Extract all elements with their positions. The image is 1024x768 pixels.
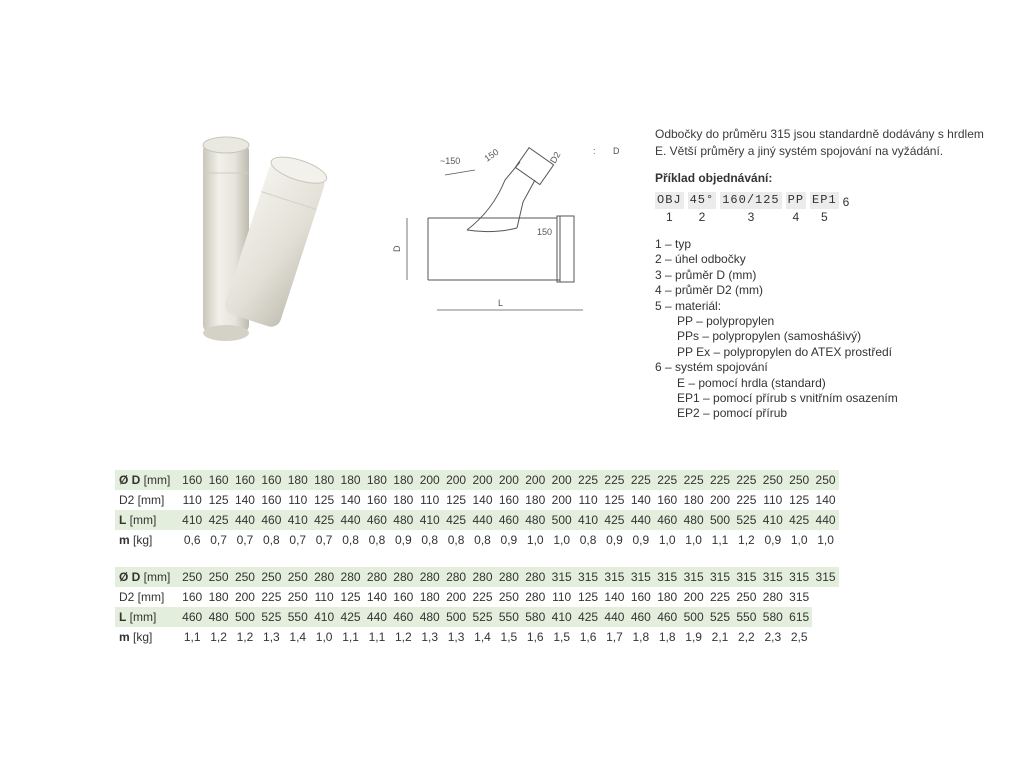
table-cell: 110 [578, 493, 598, 507]
row-label-symbol: Ø D [119, 570, 141, 584]
table-cell: 0,7 [210, 533, 227, 547]
table-cell: 200 [417, 470, 443, 490]
table-cell: 580 [522, 607, 548, 627]
table-cell: 1,0 [685, 533, 702, 547]
table-cell: 410 [417, 510, 443, 530]
row-label-unit: [kg] [129, 533, 153, 547]
table-cell: 460 [179, 607, 205, 627]
table-cell: 0,8 [474, 533, 491, 547]
table-cell: 460 [628, 607, 654, 627]
order-code-value [843, 192, 850, 194]
table-cell: 160 [182, 590, 203, 604]
legend-item: PP – polypropylen [677, 314, 775, 329]
table-cell: 180 [393, 493, 414, 507]
table-cell: 480 [680, 510, 706, 530]
order-code-index: 1 [665, 210, 673, 224]
order-code-value: PP [787, 193, 805, 207]
table-cell: 200 [551, 493, 572, 507]
order-code-index: 3 [747, 210, 755, 224]
row-label [115, 530, 179, 550]
order-code-part [655, 192, 684, 225]
table-cell: 0,9 [394, 533, 412, 547]
legend-item: PPs – polypropylen (samoshášivý) [677, 329, 862, 344]
table-cell: 2,2 [738, 630, 755, 644]
table-cell: 315 [654, 567, 680, 587]
table-cell: 250 [760, 470, 786, 490]
dim-d2-separator: : [593, 146, 596, 156]
table-cell: 1,9 [685, 630, 702, 644]
order-code-part [688, 192, 717, 225]
order-code-index: 5 [821, 210, 828, 224]
table-cell: 225 [654, 470, 680, 490]
table-cell: 500 [443, 607, 469, 627]
table-cell: 225 [736, 493, 757, 507]
table-cell: 0,8 [342, 533, 359, 547]
table-cell: 0,8 [579, 533, 597, 547]
table-cell: 0,8 [368, 533, 386, 547]
table-cell: 280 [417, 567, 443, 587]
table-cell: 315 [575, 567, 601, 587]
table-cell: 125 [789, 493, 810, 507]
order-code-index: 4 [792, 210, 800, 224]
order-code-value: 45° [689, 193, 715, 207]
table-cell: 250 [205, 567, 231, 587]
table-cell: 125 [604, 493, 625, 507]
table-cell: 460 [654, 607, 680, 627]
table-cell: 280 [469, 567, 495, 587]
order-code-index: 2 [698, 210, 706, 224]
table-cell: 280 [762, 590, 783, 604]
dimension-table-1 [115, 470, 839, 550]
table-row [115, 470, 839, 490]
table-cell: 140 [340, 493, 361, 507]
table-cell: 1,3 [421, 630, 439, 644]
table-cell: 315 [601, 567, 627, 587]
table-cell: 1,2 [210, 630, 227, 644]
table-cell: 1,4 [289, 630, 307, 644]
table-cell: 0,9 [606, 533, 623, 547]
row-label-unit: [mm] [126, 610, 157, 624]
table-cell: 250 [258, 567, 284, 587]
table-cell: 425 [443, 510, 469, 530]
legend-item: PP Ex – polypropylen do ATEX prostředí [677, 344, 893, 359]
order-code-part [786, 192, 806, 225]
table-cell: 250 [812, 470, 838, 490]
table-cell: 425 [311, 510, 337, 530]
legend-item: 2 – úhel odbočky [655, 252, 746, 267]
table-cell: 180 [419, 590, 440, 604]
table-cell: 160 [498, 493, 519, 507]
table-cell: 460 [654, 510, 680, 530]
table-cell: 200 [496, 470, 522, 490]
table-cell: 250 [287, 590, 308, 604]
table-cell: 200 [548, 470, 574, 490]
table-cell: 200 [683, 590, 704, 604]
dim-150-right: 150 [537, 227, 553, 237]
table-cell: 1,0 [790, 533, 808, 547]
row-label-unit: [mm] [140, 570, 171, 584]
table-cell: 225 [709, 590, 731, 604]
row-label [115, 627, 179, 647]
table-cell: 250 [786, 470, 812, 490]
table-cell: 460 [364, 510, 390, 530]
row-label-unit: D2 [mm] [119, 493, 165, 507]
table-cell: 440 [469, 510, 495, 530]
table-cell: 160 [657, 493, 678, 507]
table-cell: 280 [496, 567, 522, 587]
table-cell: 525 [707, 607, 733, 627]
table-cell: 0,7 [289, 533, 307, 547]
row-label-symbol: m [119, 630, 130, 644]
legend-item: 4 – průměr D2 (mm) [655, 283, 764, 298]
row-label [115, 567, 179, 587]
row-label-symbol: L [119, 610, 127, 624]
row-label-unit: [mm] [126, 513, 157, 527]
order-code-value: 160/125 [722, 193, 780, 207]
table-cell: 440 [628, 510, 654, 530]
table-cell: 0,8 [421, 533, 439, 547]
table-cell: 160 [179, 470, 205, 490]
row-label [115, 470, 179, 490]
row-label-symbol: L [119, 513, 127, 527]
table-cell: 440 [364, 607, 390, 627]
product-photo [170, 125, 340, 355]
table-cell: 200 [446, 590, 467, 604]
order-code-value: EP1 [812, 193, 837, 207]
table-cell: 1,8 [632, 630, 650, 644]
table-cell: 1,2 [738, 533, 755, 547]
table-cell: 110 [182, 493, 202, 507]
legend-item: E – pomocí hrdla (standard) [677, 375, 826, 390]
table-cell: 315 [628, 567, 654, 587]
table-cell: 180 [337, 470, 363, 490]
legend-item: 6 – systém spojování [655, 360, 768, 375]
table-cell: 1,1 [711, 533, 729, 547]
table-row [115, 567, 839, 587]
table-cell: 125 [446, 493, 467, 507]
table-cell: 500 [548, 510, 574, 530]
table-cell: 280 [337, 567, 363, 587]
table-cell: 0,9 [632, 533, 650, 547]
legend-item: EP1 – pomocí přírub s vnitřním osazením [677, 391, 898, 406]
table-cell: 425 [575, 607, 601, 627]
order-code-value: OBJ [657, 193, 682, 207]
table-cell: 250 [736, 590, 757, 604]
intro-text: Odbočky do průměru 315 jsou standardně dodávány s hrdlem E. Větší průměry a jiný systém spojování na vyžádání. [655, 127, 984, 158]
table-row [115, 530, 839, 550]
table-cell: 315 [789, 590, 810, 604]
table-cell: 0,7 [236, 533, 254, 547]
order-code-index: 6 [842, 195, 850, 209]
table-cell: 1,3 [447, 630, 465, 644]
table-cell: 160 [393, 590, 414, 604]
table-cell: 225 [707, 470, 733, 490]
table-cell: 200 [469, 470, 495, 490]
order-code [655, 192, 985, 225]
order-code-part [810, 192, 839, 225]
legend-item: 1 – typ [655, 237, 692, 251]
table-cell: 525 [733, 510, 759, 530]
table-cell: 315 [707, 567, 733, 587]
row-label [115, 587, 179, 607]
table-cell: 110 [420, 493, 440, 507]
table-cell: 1,4 [474, 630, 491, 644]
table-cell: 460 [390, 607, 416, 627]
table-cell: 1,5 [500, 630, 518, 644]
table-cell: 0,7 [315, 533, 333, 547]
table-cell: 315 [733, 567, 759, 587]
dim-d2: D2 [548, 150, 563, 165]
table-cell: 250 [285, 567, 311, 587]
table-cell: 0,9 [764, 533, 782, 547]
table-cell: 480 [417, 607, 443, 627]
table-cell: 1,0 [658, 533, 676, 547]
table-cell: 0,6 [183, 533, 201, 547]
table-cell: 440 [812, 510, 838, 530]
table-cell: 315 [786, 567, 812, 587]
table-cell: 1,0 [817, 533, 834, 547]
table-cell: 250 [179, 567, 205, 587]
table-cell: 180 [525, 493, 546, 507]
table-cell: 500 [232, 607, 258, 627]
table-cell: 180 [364, 470, 390, 490]
row-label [115, 607, 179, 627]
table-cell: 280 [311, 567, 337, 587]
table-cell: 1,7 [606, 630, 623, 644]
table-cell: 480 [390, 510, 416, 530]
table-cell: 250 [232, 567, 258, 587]
table-cell: 180 [208, 590, 229, 604]
table-cell: 160 [630, 590, 651, 604]
table-cell: 440 [601, 607, 627, 627]
table-cell: 160 [258, 470, 284, 490]
table-cell: 280 [525, 590, 546, 604]
table-cell: 525 [258, 607, 284, 627]
table-cell: 410 [548, 607, 574, 627]
table-cell: 110 [552, 590, 572, 604]
legend-item: 3 – průměr D (mm) [655, 267, 757, 282]
table-cell: 280 [443, 567, 469, 587]
table-cell: 200 [443, 470, 469, 490]
table-cell: 500 [707, 510, 733, 530]
table-cell: 2,3 [764, 630, 782, 644]
table-cell: 110 [314, 590, 334, 604]
table-cell: 315 [812, 567, 838, 587]
table-cell: 0,9 [500, 533, 518, 547]
table-cell: 315 [760, 567, 786, 587]
table-cell: 410 [285, 510, 311, 530]
table-cell: 1,6 [526, 630, 544, 644]
example-title: Příklad objednávání: [655, 171, 773, 185]
dim-l: L [498, 298, 504, 308]
table-cell: 180 [683, 493, 704, 507]
table-cell: 1,0 [315, 630, 333, 644]
dimension-table-2 [115, 567, 839, 647]
table-cell: 160 [205, 470, 231, 490]
table-cell: 315 [548, 567, 574, 587]
table-cell: 410 [311, 607, 337, 627]
table-cell: 200 [522, 470, 548, 490]
table-cell: 1,0 [553, 533, 570, 547]
table-cell: 160 [232, 470, 258, 490]
table-row [115, 587, 839, 607]
dim-150-angle: 150 [482, 146, 501, 164]
table-cell: 140 [366, 590, 387, 604]
table-cell: 110 [288, 493, 308, 507]
table-cell: 140 [234, 493, 255, 507]
table-cell: 140 [815, 493, 836, 507]
table-cell: 280 [364, 567, 390, 587]
table-cell: 200 [709, 493, 731, 507]
code-legend [655, 237, 985, 422]
table-cell: 1,1 [368, 630, 386, 644]
table-cell: 160 [261, 493, 282, 507]
table-row [115, 510, 839, 530]
table-cell: 0,8 [447, 533, 465, 547]
row-label-unit: [kg] [129, 630, 153, 644]
row-label-unit: [mm] [140, 473, 171, 487]
legend-item: 5 – materiál: [655, 298, 722, 313]
description-panel [655, 126, 985, 422]
table-cell: 460 [496, 510, 522, 530]
table-cell: 425 [205, 510, 231, 530]
table-cell: 225 [601, 470, 627, 490]
table-cell: 550 [733, 607, 759, 627]
table-cell: 615 [786, 607, 812, 627]
table-cell: 225 [628, 470, 654, 490]
table-cell: 225 [472, 590, 493, 604]
order-code-part [843, 192, 850, 225]
dim-d-top: D [613, 146, 620, 156]
table-cell: 2,5 [790, 630, 808, 644]
table-row [115, 490, 839, 510]
table-cell: 440 [337, 510, 363, 530]
table-cell: 0,8 [263, 533, 280, 547]
table-cell: 250 [498, 590, 519, 604]
table-cell: 1,1 [342, 630, 359, 644]
table-cell: 410 [179, 510, 205, 530]
table-cell: 2,1 [711, 630, 729, 644]
table-cell: 1,2 [394, 630, 412, 644]
row-label [115, 490, 179, 510]
table-cell: 160 [366, 493, 387, 507]
table-cell: 480 [205, 607, 231, 627]
table-cell: 180 [657, 590, 678, 604]
table-cell: 180 [390, 470, 416, 490]
table-cell: 125 [578, 590, 599, 604]
table-cell: 580 [760, 607, 786, 627]
table-cell: 180 [285, 470, 311, 490]
dim-150-top: ~150 [440, 156, 461, 166]
table-row [115, 607, 839, 627]
table-cell: 225 [261, 590, 282, 604]
table-cell: 1,3 [263, 630, 280, 644]
order-code-part [720, 192, 781, 225]
table-cell: 440 [232, 510, 258, 530]
table-cell: 550 [285, 607, 311, 627]
table-cell: 425 [601, 510, 627, 530]
row-label [115, 510, 179, 530]
table-cell: 425 [786, 510, 812, 530]
table-cell: 140 [604, 590, 625, 604]
table-cell: 225 [680, 470, 706, 490]
table-cell: 1,2 [236, 630, 254, 644]
row-label-unit: D2 [mm] [119, 590, 165, 604]
table-cell: 315 [680, 567, 706, 587]
table-cell: 180 [311, 470, 337, 490]
table-cell: 140 [630, 493, 651, 507]
table-cell: 110 [763, 493, 783, 507]
table-cell: 1,1 [183, 630, 201, 644]
table-cell: 280 [522, 567, 548, 587]
table-cell: 1,0 [526, 533, 544, 547]
table-cell: 525 [469, 607, 495, 627]
table-cell: 125 [314, 493, 335, 507]
row-label-symbol: Ø D [119, 473, 141, 487]
table-cell: 225 [575, 470, 601, 490]
technical-drawing [392, 140, 635, 325]
table-cell: 280 [390, 567, 416, 587]
table-row [115, 627, 839, 647]
legend-item: EP2 – pomocí přírub [677, 406, 788, 421]
table-cell: 1,8 [658, 630, 676, 644]
table-cell: 140 [472, 493, 493, 507]
table-cell: 410 [575, 510, 601, 530]
table-cell: 460 [258, 510, 284, 530]
table-cell: 125 [208, 493, 229, 507]
table-cell: 200 [234, 590, 255, 604]
table-cell: 225 [733, 470, 759, 490]
table-cell: 1,6 [579, 630, 597, 644]
row-label-symbol: m [119, 533, 130, 547]
table-cell: 125 [340, 590, 361, 604]
dim-d: D [392, 245, 402, 252]
table-cell: 1,5 [553, 630, 570, 644]
table-cell: 410 [760, 510, 786, 530]
table-cell: 480 [522, 510, 548, 530]
table-cell: 500 [680, 607, 706, 627]
table-cell: 550 [496, 607, 522, 627]
table-cell: 425 [337, 607, 363, 627]
